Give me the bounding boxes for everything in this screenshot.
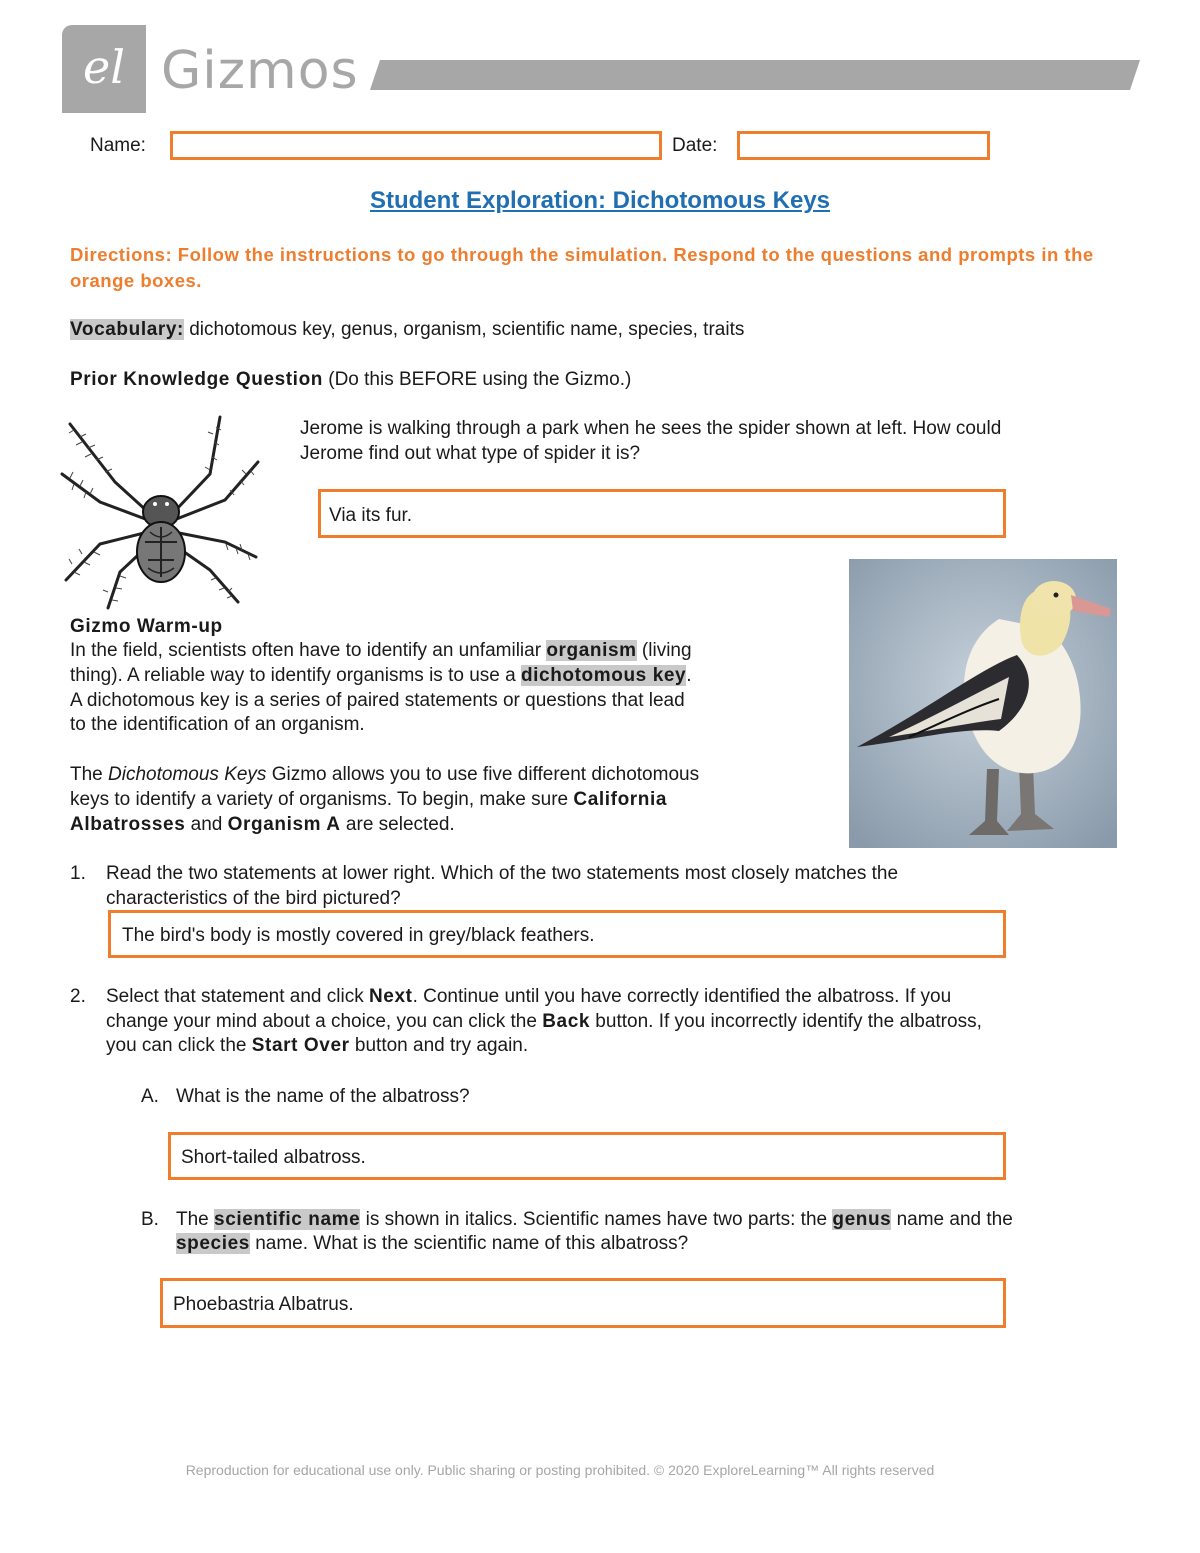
header-bar [370,60,1140,90]
q2b-text: is shown in italics. Scientific names have two parts: the [360,1209,833,1230]
q2b-text: name. What is the scientific name of this albatross? [249,1233,689,1254]
setting-organism-a: Organism A [227,814,341,835]
q2-text: Select that statement and click [106,986,369,1007]
prior-question-line2: Jerome find out what type of spider it is? [300,443,641,464]
warmup-text: keys to identify a variety of organisms. To begin, make sure [70,789,574,810]
q2-text: button and try again. [349,1035,529,1056]
footer-copyright: Reproduction for educational use only. Public sharing or posting prohibited. © 2020 ExploreLearning™ All rights reserved [185,1462,935,1478]
q2-line3 [106,1033,528,1058]
warmup-text: . [686,665,692,686]
term-organism: organism [546,640,637,661]
prior-question-line1: Jerome is walking through a park when he sees the spider shown at left. How could [300,418,1002,439]
q2a-question: What is the name of the albatross? [176,1086,470,1107]
q2b-answer-box[interactable] [160,1278,1006,1328]
q1-line2: characteristics of the bird pictured? [106,888,401,909]
q1-answer: The bird's body is mostly covered in grey/black feathers. [122,925,595,946]
logo-glyph: el [83,40,125,94]
term-species: species [176,1233,250,1254]
q2b-line2 [176,1231,688,1256]
warmup-p2-line3 [70,812,455,837]
q2-line1 [106,984,951,1009]
warmup-text: The [70,764,109,785]
name-field[interactable] [170,131,662,160]
term-scientific-name: scientific name [214,1209,361,1230]
warmup-text: (living [636,640,692,661]
warmup-text: are selected. [340,814,455,835]
spider-illustration [60,412,262,610]
warmup-p1-line1 [70,638,692,663]
q2b-text: name and the [891,1209,1013,1230]
q2-number: 2. [70,986,86,1007]
q2b-answer: Phoebastria Albatrus. [173,1294,354,1315]
page-title: Student Exploration: Dichotomous Keys [369,187,831,214]
prior-answer-box[interactable] [318,489,1006,538]
warmup-text: Gizmo allows you to use five different dichotomous [266,764,700,785]
q2b-line1 [176,1207,1013,1232]
term-genus: genus [832,1209,892,1230]
q2-text: you can click the [106,1035,252,1056]
q2a-answer-box[interactable] [168,1132,1006,1180]
setting-california: California [573,789,668,810]
prior-knowledge-heading-line [70,367,631,392]
gizmo-name: Dichotomous Keys [108,764,267,785]
q2b-text: The [176,1209,215,1230]
warmup-text: In the field, scientists often have to identify an unfamiliar [70,640,547,661]
q2a-answer: Short-tailed albatross. [181,1147,366,1168]
q2-line2 [106,1009,982,1034]
q2b-label: B. [141,1209,159,1230]
warmup-p2-line2 [70,787,667,812]
prior-knowledge-note: (Do this BEFORE using the Gizmo.) [322,369,632,390]
warmup-text: and [185,814,228,835]
start-over-button-ref: Start Over [251,1035,350,1056]
warmup-p1-line3: A dichotomous key is a series of paired statements or questions that lead [70,690,685,711]
name-label: Name: [90,135,146,156]
brand-name: Gizmos [161,41,359,101]
term-dichotomous-key: dichotomous key [520,665,687,686]
vocabulary-terms: dichotomous key, genus, organism, scientific name, species, traits [183,319,745,340]
directions: Directions: Follow the instructions to go through the simulation. Respond to the questions and prompts in the orange boxes. [70,244,1094,291]
q1-answer-box[interactable] [108,910,1006,958]
albatross-illustration [849,559,1117,848]
next-button-ref: Next [368,986,413,1007]
warmup-p1-line2 [70,663,691,688]
back-button-ref: Back [542,1011,591,1032]
prior-knowledge-heading: Prior Knowledge Question [70,369,323,390]
q2a-label: A. [141,1086,159,1107]
warmup-heading: Gizmo Warm-up [70,616,223,637]
q1-line1: Read the two statements at lower right. Which of the two statements most closely matches the [106,863,899,884]
prior-answer: Via its fur. [329,505,413,526]
q2-text: change your mind about a choice, you can click the [106,1011,543,1032]
q1-number: 1. [70,863,86,884]
date-label: Date: [672,135,718,156]
setting-albatrosses: Albatrosses [70,814,186,835]
warmup-text: thing). A reliable way to identify organisms is to use a [70,665,521,686]
warmup-p2-line1 [70,762,699,787]
date-field[interactable] [737,131,990,160]
q2-text: . Continue until you have correctly identified the albatross. If you [412,986,952,1007]
explorelearning-logo [62,25,146,113]
vocabulary-label: Vocabulary: [70,319,184,340]
q2-text: button. If you incorrectly identify the albatross, [590,1011,982,1032]
warmup-p1-line4: to the identification of an organism. [70,714,365,735]
vocabulary-line [70,317,744,342]
